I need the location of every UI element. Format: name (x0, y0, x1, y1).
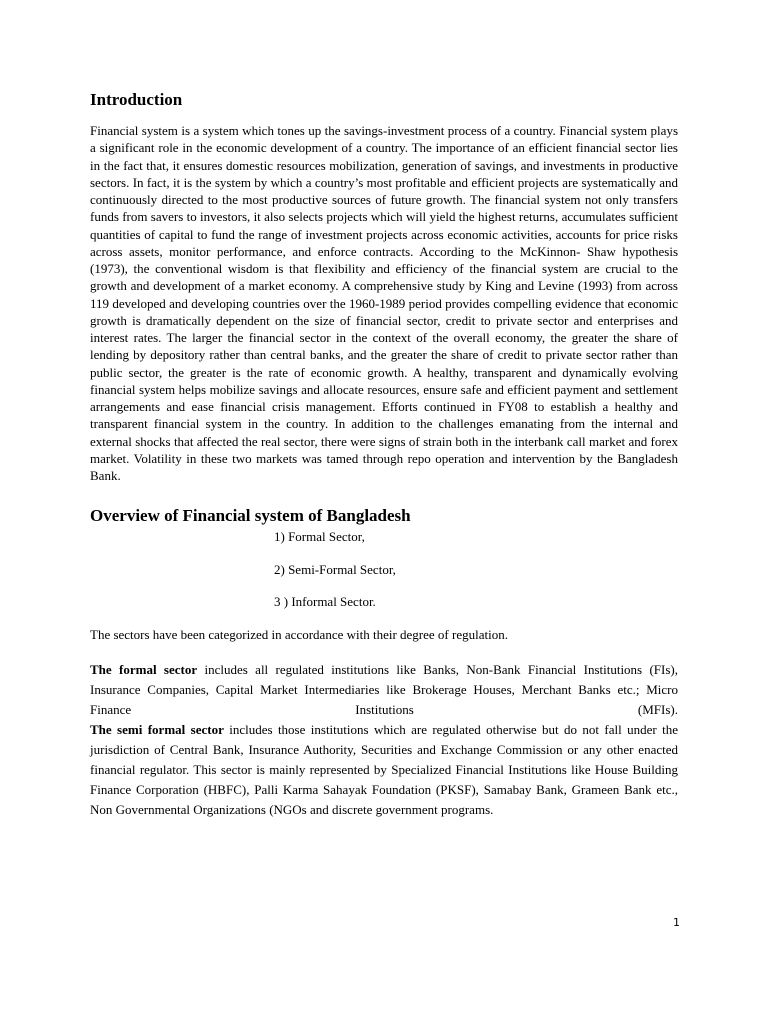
categorization-note: The sectors have been categorized in accordance with their degree of regulation. (90, 627, 508, 643)
sector-item-semi-formal: 2) Semi-Formal Sector, (274, 561, 396, 577)
introduction-paragraph: Financial system is a system which tones up the savings-investment process of a country. Financial system plays a significant role in the economic development of a country. The importance of an efficient financial sector lies in the fact that, it ensures domestic resources mobilization, generation of savings, and investments in productive sectors. In fact, it is the system by which a country’s most profitable and efficient projects are systematically and continuously directed to the most productive sources of future growth. The financial system not only transfers funds from savers to investors, it also selects projects which will yield the highest returns, accumulates sufficient quantities of capital to fund the range of investment projects across economic activities, accounts for price risks across assets, monitor performance, and enforce contracts. According to the McKinnon- Shaw hypothesis (1973), the conventional wisdom is that flexibility and efficiency of the financial system are crucial to the growth and development of a market economy. A comprehensive study by King and Levine (1993) from across 119 developed and developing countries over the 1960-1989 period provides compelling evidence that economic growth is dramatically dependent on the size of financial sector, credit to private sector and enterprises and interest rates. The larger the financial sector in the context of the overall economy, the greater the share of lending by depository rather than central banks, and the greater the share of credit to private sector rather than public sector, the greater is the rate of economic growth. A healthy, transparent and dynamically evolving financial system helps mobilize savings and allocate resources, ensure safe and efficient payment and settlement arrangements and ease financial crisis management. Efforts continued in FY08 to establish a healthy and transparent financial system in the country. In addition to the challenges emanating from the internal and external shocks that affected the real sector, there were signs of strain both in the interbank call market and forex market. Volatility in these two markets was tamed through repo operation and intervention by the Bangladesh Bank. (90, 123, 678, 483)
formal-sector-label: The formal sector (90, 661, 198, 677)
overview-heading: Overview of Financial system of Bangladesh (90, 506, 411, 526)
sector-item-formal: 1) Formal Sector, (274, 529, 365, 545)
introduction-heading: Introduction (90, 90, 183, 109)
page-number: 1 (673, 916, 680, 929)
formal-sector-paragraph (90, 660, 678, 720)
semi-formal-sector-label: The semi formal sector (90, 721, 224, 737)
sector-item-informal: 3 ) Informal Sector. (274, 594, 376, 610)
sector-list (90, 528, 678, 610)
document-page (90, 88, 678, 820)
semi-formal-sector-paragraph (90, 720, 678, 820)
formal-sector-text: includes all regulated institutions like Banks, Non-Bank Financial Institutions (FIs), Insurance Companies, Capital Market Intermediaries like Brokerage Houses, Merchant Banks etc.; Micro Finance Institutions (MFIs). (90, 661, 678, 717)
semi-formal-sector-text: includes those institutions which are regulated otherwise but do not fall under the jurisdiction of Central Bank, Insurance Authority, Securities and Exchange Commission or any other enacted financial regulator. This sector is mainly represented by Specialized Financial Institutions like House Building Finance Corporation (HBFC), Palli Karma Sahayak Foundation (PKSF), Samabay Bank, Grameen Bank etc., Non Governmental Organizations (NGOs and discrete government programs. (90, 721, 678, 817)
